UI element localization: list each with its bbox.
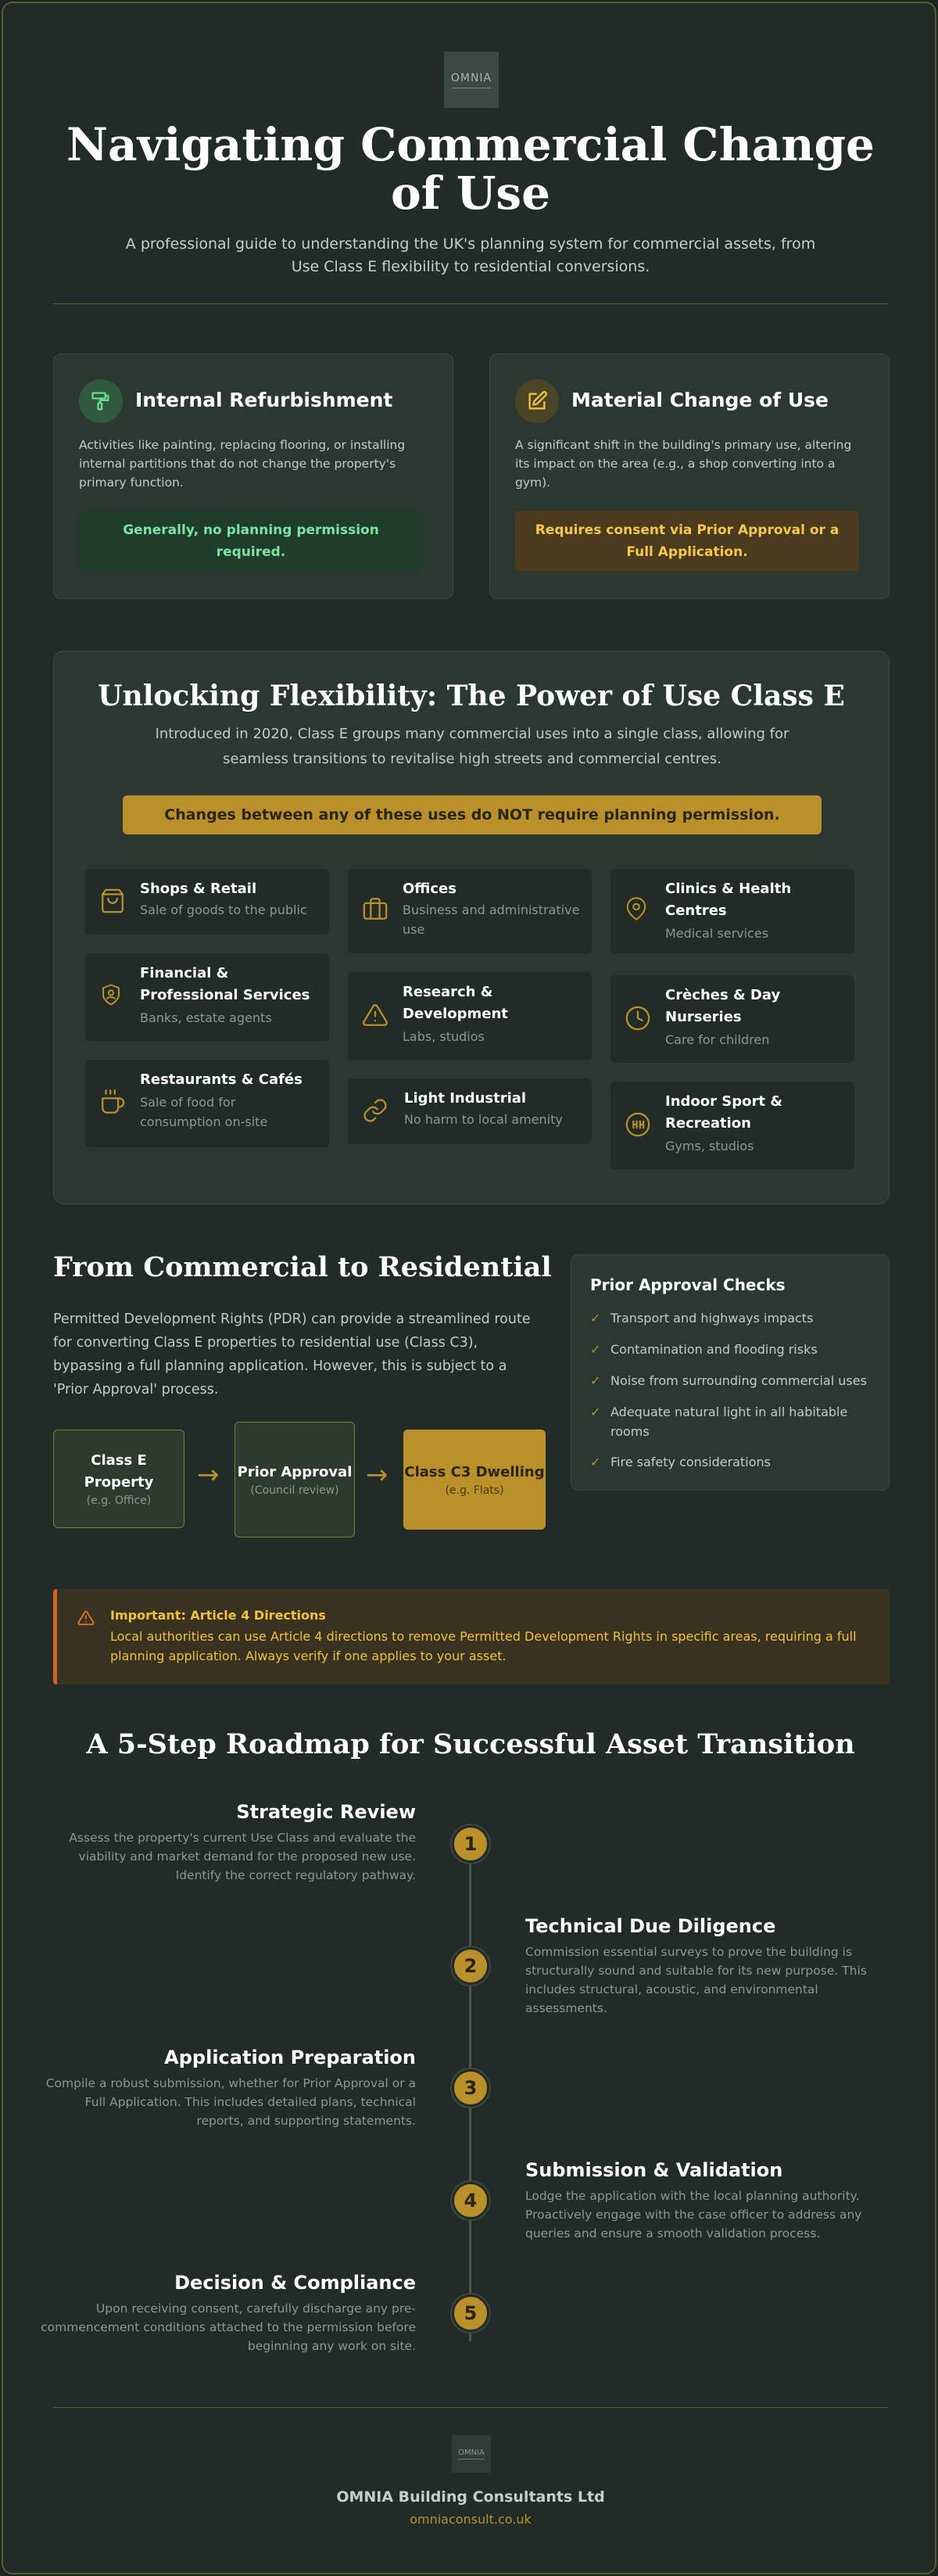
check-icon: ✓: [590, 1405, 601, 1419]
footer-company: OMNIA Building Consultants Ltd: [336, 2488, 605, 2506]
roadmap-step: [41, 1799, 416, 1885]
checks-title: Prior Approval Checks: [590, 1275, 786, 1294]
warning-triangle-icon: [362, 1002, 388, 1031]
use-card-clinics: [610, 869, 854, 953]
use-title: Clinics & Health Centres: [665, 881, 792, 919]
residential-description: Permitted Development Rights (PDR) can provide a streamlined route for converting Class E properties to residential use (Class C3), bypassing a full planning application. However, this is subject to a 'Prior Approval' process.: [53, 1311, 531, 1397]
use-title: Crèches & Day Nurseries: [665, 987, 781, 1025]
use-card-financial: [85, 953, 329, 1041]
coffee-cup-icon: [99, 1089, 126, 1119]
check-icon: ✓: [590, 1455, 601, 1469]
use-subtitle: Medical services: [665, 926, 769, 941]
clock-icon: [625, 1005, 651, 1035]
prior-approval-checks: [571, 1254, 890, 1491]
card-title: Internal Refurbishment: [135, 389, 393, 411]
flow-subtitle: (e.g. Flats): [445, 1484, 504, 1497]
warning-text: Local authorities can use Article 4 directions to remove Permitted Development Rights in specific areas, requiring a full planning application. Always verify if one applies to your asset.: [110, 1629, 857, 1663]
step-title: Strategic Review: [236, 1801, 416, 1823]
check-icon: ✓: [590, 1342, 601, 1357]
card-title: Material Change of Use: [571, 389, 829, 411]
step-number-badge: 5: [452, 2294, 489, 2332]
use-card-light-industrial: [348, 1078, 592, 1144]
page-subtitle: A professional guide to understanding the UK's planning system for commercial assets, from Use Class E flexibility to residential conversions.: [125, 235, 816, 275]
step-title: Application Preparation: [164, 2047, 416, 2068]
paint-roller-icon: [79, 379, 123, 423]
check-icon: ✓: [590, 1373, 601, 1388]
use-subtitle: Sale of food for consumption on-site: [140, 1095, 268, 1129]
shopping-bag-icon: [99, 888, 126, 917]
check-item: ✓ Transport and highways impacts: [590, 1308, 872, 1328]
sport-icon: [625, 1111, 651, 1141]
card-material-change: [489, 353, 890, 599]
roadmap-step: [525, 2157, 900, 2243]
use-card-shops: [85, 869, 329, 935]
link-icon: [362, 1097, 388, 1127]
use-title: Indoor Sport & Recreation: [665, 1093, 782, 1132]
flow-title: Class C3 Dwelling: [404, 1463, 545, 1480]
use-subtitle: Care for children: [665, 1032, 770, 1047]
roadmap-step: [41, 2044, 416, 2130]
step-number-badge: 4: [452, 2182, 489, 2219]
flow-subtitle: (Council review): [250, 1484, 339, 1497]
use-subtitle: Sale of goods to the public: [140, 902, 307, 917]
card-note: Generally, no planning permission required.: [79, 511, 423, 572]
step-description: Commission essential surveys to prove the building is structurally sound and suitable for its new purpose. This includes structural, acoustic, and environmental assessments.: [525, 1945, 867, 2015]
page-title: Navigating Commercial Change of Use: [66, 118, 875, 220]
use-subtitle: Labs, studios: [403, 1029, 485, 1044]
use-subtitle: Business and administrative use: [403, 902, 580, 937]
use-title: Shops & Retail: [140, 881, 257, 897]
edit-icon: [515, 379, 559, 423]
flow-subtitle: (e.g. Office): [86, 1494, 152, 1507]
roadmap-step: [525, 1913, 900, 2018]
residential-title: From Commercial to Residential: [53, 1251, 552, 1283]
shield-icon: [99, 983, 123, 1010]
class-e-section: [53, 651, 890, 1204]
logo-text: OMNIA: [450, 71, 492, 84]
page-frame: [2, 2, 936, 2574]
check-item: ✓ Fire safety considerations: [590, 1452, 872, 1472]
step-description: Compile a robust submission, whether for Prior Approval or a Full Application. This includes detailed plans, technical reports, and supporting statements.: [45, 2076, 416, 2128]
use-card-sport: [610, 1082, 854, 1169]
logo: [444, 52, 499, 108]
check-item: ✓ Contamination and flooding risks: [590, 1340, 872, 1359]
step-description: Upon receiving consent, carefully discharge any pre-commencement conditions attached to the permission before beginning any work on site.: [41, 2302, 416, 2353]
step-description: Assess the property's current Use Class and evaluate the viability and market demand for the proposed new use. Identify the correct regulatory pathway.: [69, 1831, 416, 1882]
step-number-badge: 3: [452, 2069, 489, 2107]
footer-link[interactable]: omniaconsult.co.uk: [410, 2512, 532, 2527]
warning-title: Important: Article 4 Directions: [110, 1608, 326, 1623]
use-card-restaurants: [85, 1060, 329, 1147]
step-number-badge: 2: [452, 1947, 489, 1985]
flow-prior-approval: [234, 1422, 355, 1537]
flow-arrow: →: [197, 1459, 220, 1491]
flow-class-c3: [403, 1430, 546, 1530]
logo-text: OMNIA: [458, 2449, 485, 2457]
briefcase-icon: [362, 895, 388, 925]
use-card-offices: [348, 869, 592, 953]
footer-divider: [53, 2407, 888, 2408]
step-title: Technical Due Diligence: [525, 1915, 776, 1937]
roadmap-step: [41, 2269, 416, 2355]
card-internal-refurbishment: [53, 353, 453, 599]
step-number-badge: 1: [452, 1825, 489, 1863]
footer-logo: [452, 2435, 491, 2473]
flow-class-e: [53, 1430, 184, 1528]
class-e-banner: Changes between any of these uses do NOT require planning permission.: [123, 795, 822, 834]
section-title: Unlocking Flexibility: The Power of Use Class E: [98, 680, 845, 712]
roadmap-title: A 5-Step Roadmap for Successful Asset Transition: [86, 1728, 855, 1760]
step-title: Decision & Compliance: [174, 2272, 416, 2294]
use-title: Research & Development: [403, 984, 508, 1022]
use-title: Light Industrial: [404, 1090, 527, 1107]
use-subtitle: No harm to local amenity: [404, 1112, 563, 1127]
use-title: Financial & Professional Services: [140, 965, 310, 1003]
location-pin-icon: [625, 897, 648, 924]
use-card-research: [348, 972, 592, 1060]
use-subtitle: Banks, estate agents: [140, 1010, 272, 1025]
check-item: ✓ Adequate natural light in all habitable rooms: [590, 1402, 872, 1441]
flow-title: Class E Property: [84, 1451, 154, 1491]
step-description: Lodge the application with the local planning authority. Proactively engage with the case officer to address any queries and ensure a smooth validation process.: [525, 2189, 862, 2241]
card-note: Requires consent via Prior Approval or a Full Application.: [515, 511, 859, 572]
check-icon: ✓: [590, 1311, 601, 1326]
flow-arrow: →: [366, 1459, 388, 1491]
step-title: Submission & Validation: [525, 2159, 783, 2181]
use-card-creches: [610, 975, 854, 1063]
divider: [53, 303, 888, 304]
use-subtitle: Gyms, studios: [665, 1139, 754, 1153]
use-title: Offices: [403, 881, 456, 897]
check-item: ✓ Noise from surrounding commercial uses: [590, 1371, 872, 1390]
warning-icon: [77, 1609, 95, 1630]
article-4-warning: [53, 1589, 890, 1684]
use-title: Restaurants & Cafés: [140, 1071, 303, 1088]
card-description: A significant shift in the building's primary use, altering its impact on the area (e.g., a shop converting into a gym).: [515, 438, 852, 490]
section-description: Introduced in 2020, Class E groups many commercial uses into a single class, allowing for seamless transitions to revitalise high streets and commercial centres.: [155, 726, 789, 767]
card-description: Activities like painting, replacing flooring, or installing internal partitions that do not change the property's primary function.: [79, 438, 406, 490]
flow-title: Prior Approval: [237, 1463, 353, 1480]
